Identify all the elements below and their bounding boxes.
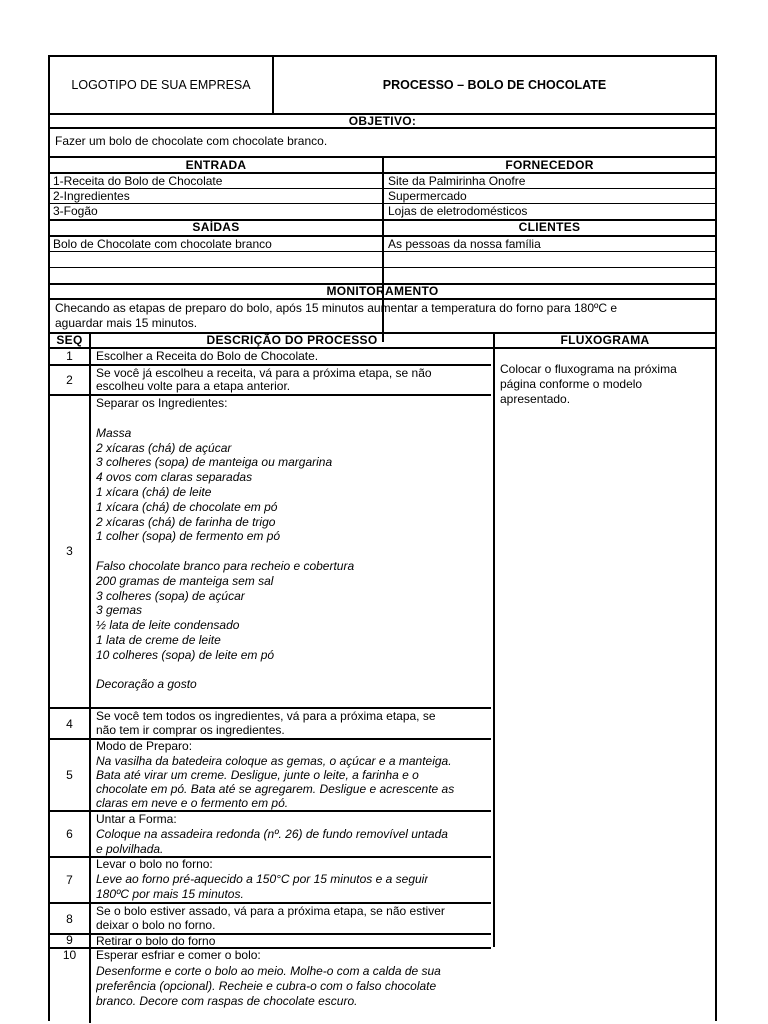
step-desc: Retirar o bolo do forno <box>96 934 216 948</box>
step-ingredients: Massa 2 xícaras (chá) de açúcar 3 colheres (sopa) de manteiga ou margarina 4 ovos com claras separadas 1 xícara (chá) de leite 1 xícara (chá) de chocolate em pó 2 xícaras (chá) de farinha de trigo 1 colher (sopa) de fermento em pó Falso chocolate branco para recheio e cobertura 200 gramas de manteiga sem sal 3 colheres (sopa) de açúcar 3 gemas ½ lata de leite condensado 1 lata de creme de leite 10 colheres (sopa) de leite em pó Decoração a gosto <box>96 425 355 692</box>
step-desc-heading: Levar o bolo no forno: <box>96 857 213 871</box>
step-seq: 4 <box>66 717 73 731</box>
step-desc: 180ºC por mais 15 minutos. <box>96 887 244 901</box>
clientes-label: CLIENTES <box>518 221 581 234</box>
col-seq-header: SEQ <box>56 334 83 347</box>
saidas-item: Bolo de Chocolate com chocolate branco <box>53 237 272 251</box>
col-flux-header: FLUXOGRAMA <box>560 334 650 347</box>
step-desc-heading: Untar a Forma: <box>96 812 177 826</box>
step-seq: 3 <box>66 544 73 558</box>
fornecedor-item: Supermercado <box>388 189 467 203</box>
process-document <box>48 55 717 1021</box>
logo-placeholder: LOGOTIPO DE SUA EMPRESA <box>71 78 251 92</box>
step-desc-heading: Separar os Ingredientes: <box>96 396 228 410</box>
step-desc-heading: Esperar esfriar e comer o bolo: <box>96 948 261 962</box>
step-seq: 8 <box>66 912 73 926</box>
step-desc: Se o bolo estiver assado, vá para a próxima etapa, se não estiver <box>96 904 445 918</box>
step-desc: chocolate em pó. Bata até se agregarem. Desligue e acrescente as <box>96 782 455 796</box>
entrada-item: 2-Ingredientes <box>53 189 130 203</box>
step-desc: Se você já escolheu a receita, vá para a próxima etapa, se não <box>96 366 432 380</box>
entrada-item: 1-Receita do Bolo de Chocolate <box>53 174 223 188</box>
step-seq: 9 <box>66 934 73 947</box>
step-seq: 2 <box>66 373 73 387</box>
step-seq: 7 <box>66 873 73 887</box>
step-desc: Coloque na assadeira redonda (nº. 26) de fundo removível untada <box>96 827 448 841</box>
objetivo-text: Fazer um bolo de chocolate com chocolate branco. <box>55 134 328 148</box>
clientes-item: As pessoas da nossa família <box>388 237 541 251</box>
step-desc: não tem ir comprar os ingredientes. <box>96 723 285 737</box>
step-desc: escolheu volte para a etapa anterior. <box>96 379 291 393</box>
monitoramento-text: aguardar mais 15 minutos. <box>55 316 198 330</box>
step-desc: preferência (opcional). Recheie e cubra-o com o falso chocolate <box>96 979 437 993</box>
step-desc: Na vasilha da batedeira coloque as gemas, o açúcar e a manteiga. <box>96 754 452 768</box>
objetivo-label: OBJETIVO: <box>348 115 417 128</box>
step-desc: Leve ao forno pré-aquecido a 150°C por 15 minutos e a seguir <box>96 872 429 886</box>
step-desc: Escolher a Receita do Bolo de Chocolate. <box>96 349 319 363</box>
fornecedor-label: FORNECEDOR <box>505 159 594 172</box>
step-desc: branco. Decore com raspas de chocolate escuro. <box>96 994 358 1008</box>
step-desc-heading: Modo de Preparo: <box>96 739 193 753</box>
step-desc: deixar o bolo no forno. <box>96 918 216 932</box>
monitoramento-text: Checando as etapas de preparo do bolo, após 15 minutos aumentar a temperatura do forno para 180ºC e <box>55 301 618 315</box>
col-desc-header: DESCRIÇÃO DO PROCESSO <box>206 334 378 347</box>
saidas-label: SAÍDAS <box>192 221 240 234</box>
step-desc: e polvilhada. <box>96 842 164 856</box>
entrada-label: ENTRADA <box>185 159 247 172</box>
entrada-item: 3-Fogão <box>53 204 98 218</box>
fornecedor-item: Lojas de eletrodomésticos <box>388 204 528 218</box>
process-title: PROCESSO – BOLO DE CHOCOLATE <box>382 78 607 92</box>
step-seq: 5 <box>66 768 73 782</box>
step-desc: Desenforme e corte o bolo ao meio. Molhe-o com a calda de sua <box>96 964 441 978</box>
monitoramento-label: MONITORAMENTO <box>326 285 439 298</box>
step-desc: Bata até virar um creme. Desligue, junte o leite, a farinha e o <box>96 768 419 782</box>
step-seq: 1 <box>66 349 73 363</box>
step-desc: claras em neve e o fermento em pó. <box>96 796 289 810</box>
step-seq: 10 <box>62 948 77 962</box>
step-desc: Se você tem todos os ingredientes, vá para a próxima etapa, se <box>96 709 436 723</box>
step-seq: 6 <box>66 827 73 841</box>
fluxograma-note: Colocar o fluxograma na próxima página conforme o modelo apresentado. <box>500 362 677 406</box>
fornecedor-item: Site da Palmirinha Onofre <box>388 174 526 188</box>
